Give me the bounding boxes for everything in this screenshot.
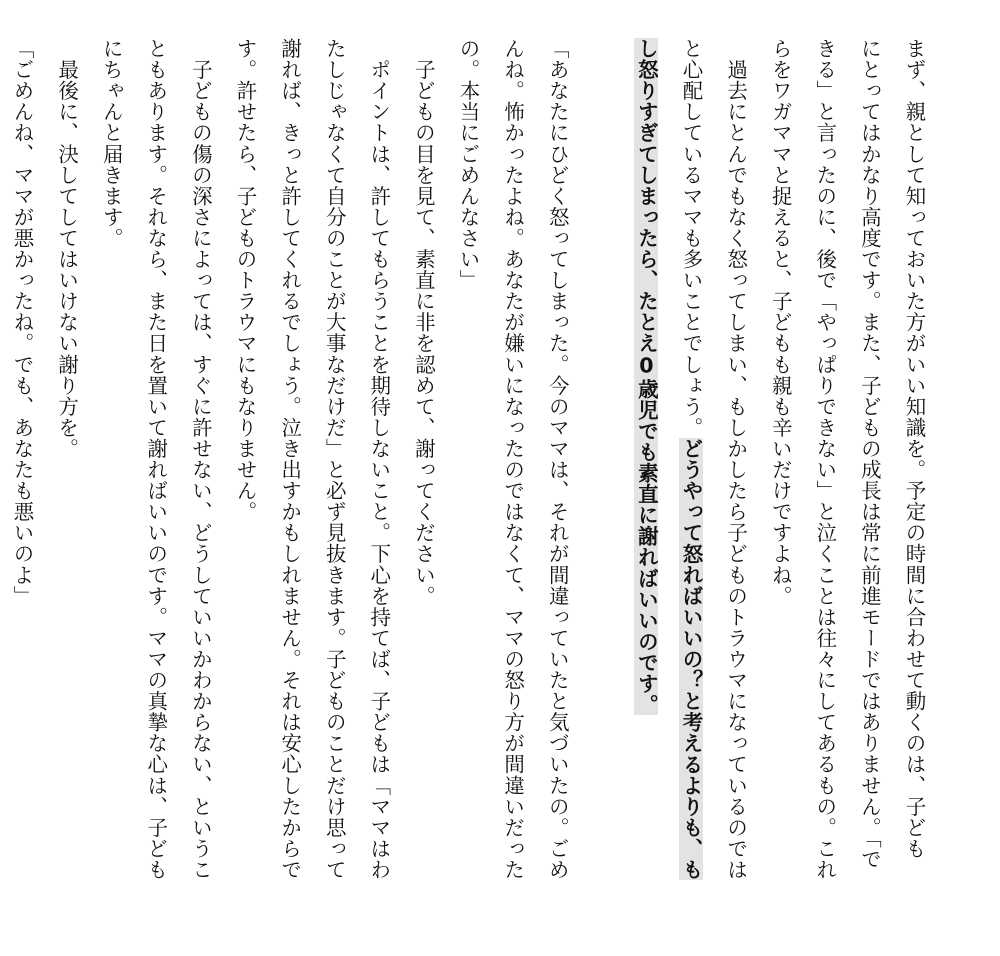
- text-line: [223, 38, 267, 522]
- text-line: [847, 38, 891, 870]
- emphasis-text: し怒りすぎてしまったら、たとえ0歳児でも素直に謝ればいいのです。: [634, 38, 659, 716]
- text-segment: にちゃんと届きます。: [99, 38, 124, 249]
- text-segment: ポイントは、許してもらうことを期待しないこと。下心を持てば、子どもは「ママはわ: [366, 38, 391, 880]
- text-line: [357, 38, 401, 880]
- text-segment: 「ごめんね、ママが悪かったね。でも、あなたも悪いのよ」: [10, 38, 34, 607]
- text-segment: んね。怖かったよね。あなたが嫌いになったのではなくて、ママの怒り方が間違いだった: [500, 38, 525, 880]
- text-segment: 子どもの目を見て、素直に非を認めて、謝ってください。: [411, 38, 436, 607]
- text-line: [758, 38, 802, 606]
- text-line: [401, 38, 445, 606]
- text-line: [178, 38, 222, 880]
- text-segment: にとってはかなり高度です。また、子どもの成長は常に前進モードではありません。「で: [857, 38, 882, 870]
- text-line: [446, 38, 490, 291]
- text-segment: す。許せたら、子どものトラウマにもなりません。: [233, 38, 257, 523]
- text-segment: たしじゃなくて自分のことが大事なだけだ」と必ず見抜きます。子どものことだけ思って: [322, 38, 347, 880]
- text-line: [669, 38, 713, 880]
- text-segment: の。本当にごめんなさい」: [456, 38, 480, 291]
- text-segment: 過去にとんでもなく怒ってしまい、もしかしたら子どものトラウマになっているのでは: [723, 38, 748, 880]
- text-segment: と心配しているママも多いことでしょう。: [679, 38, 703, 438]
- text-segment: ともあります。それなら、また日を置いて謝ればいいのです。ママの真摯な心は、子ども: [143, 38, 168, 880]
- text-line: [134, 38, 178, 880]
- text-line: [892, 38, 936, 859]
- text-segment: らをワガママと捉えると、子どもも親も辛いだけですよね。: [768, 38, 793, 607]
- text-line: [491, 38, 535, 880]
- text-line: [89, 38, 133, 249]
- text-segment: 最後に、決してしてはいけない謝り方を。: [54, 38, 79, 459]
- text-line: [803, 38, 847, 880]
- text-line: [0, 38, 44, 606]
- text-segment: きる」と言ったのに、後で「やっぱりできない」と泣くことは往々にしてあるもの。これ: [812, 38, 837, 880]
- text-line: [624, 38, 668, 715]
- text-segment: 子どもの傷の深さによっては、すぐに許せない、どうしていいかわからない、というこ: [188, 38, 213, 880]
- text-line: [714, 38, 758, 880]
- emphasis-text: どうやって怒ればいいの？と考えるよりも、も: [679, 437, 703, 881]
- text-line: [268, 38, 312, 880]
- text-segment: 謝れば、きっと許してくれるでしょう。泣き出すかもしれません。それは安心したからで: [277, 38, 302, 880]
- text-line: [45, 38, 89, 459]
- text-line: [312, 38, 356, 880]
- text-line: [535, 38, 579, 880]
- text-segment: まず、親として知っておいた方がいい知識を。予定の時間に合わせて動くのは、子ども: [902, 38, 926, 859]
- text-segment: 「あなたにひどく怒ってしまった。今のママは、それが間違っていたと気づいたの。ごめ: [545, 38, 570, 880]
